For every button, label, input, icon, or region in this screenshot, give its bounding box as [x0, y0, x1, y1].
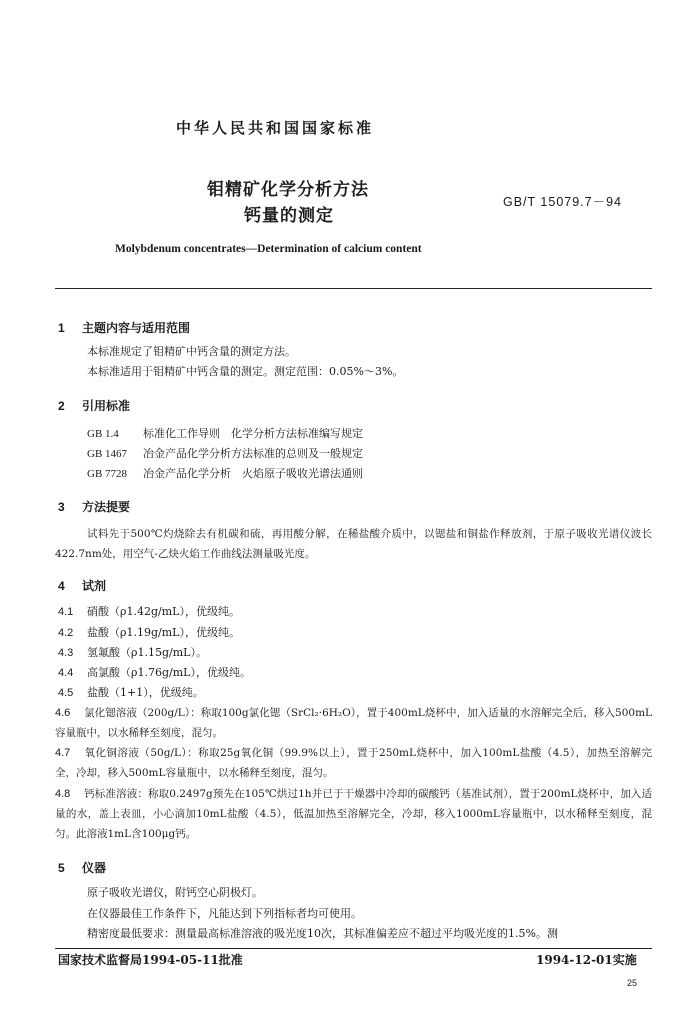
section-title: 仪器 — [82, 861, 107, 875]
section-5-line: 在仪器最佳工作条件下，凡能达到下列指标者均可使用。 — [87, 907, 362, 920]
top-divider — [55, 288, 652, 289]
section-2-heading — [58, 397, 130, 414]
section-4-heading — [58, 577, 106, 594]
reagent-number: 4.1 — [58, 606, 74, 618]
reagent-number: 4.3 — [58, 647, 74, 659]
reagent-text: 盐酸（1+1），优级纯。 — [87, 686, 204, 699]
reagent-number: 4.8 — [55, 788, 71, 800]
page-number: 25 — [627, 978, 638, 988]
section-number: 4 — [58, 579, 65, 593]
section-5-line: 精密度最低要求：测量最高标准溶液的吸光度10次，其标准偏差应不超过平均吸光度的1.5%。测 — [87, 927, 558, 940]
org-header: 中华人民共和国国家标准 — [176, 119, 375, 137]
reference-text: 冶金产品化学分析方法标准的总则及一般规定 — [143, 447, 363, 460]
reference-code: GB 7728 — [87, 468, 128, 480]
section-number: 3 — [58, 500, 65, 514]
section-1-line: 本标准适用于钼精矿中钙含量的测定。测定范围：0.05%～3%。 — [87, 365, 404, 378]
approval-date: 国家技术监督局1994-05-11批准 — [58, 953, 243, 967]
section-title: 引用标准 — [82, 399, 131, 413]
reagent-item — [55, 703, 652, 743]
reagent-number: 4.4 — [58, 667, 74, 679]
section-5-line: 原子吸收光谱仪，附钙空心阴极灯。 — [87, 886, 263, 899]
section-3-paragraph: 试料先于500℃灼烧除去有机碳和硫，再用酸分解，在稀盐酸介质中，以锶盐和铜盐作释放剂，于原子吸收光谱仪波长422.7nm处，用空气-乙炔火焰工作曲线法测量吸光度。 — [55, 528, 652, 560]
doc-title-line1: 钼精矿化学分析方法 — [207, 180, 369, 200]
reagent-item — [58, 664, 251, 682]
section-title: 试剂 — [82, 579, 107, 593]
section-1-line: 本标准规定了钼精矿中钙含量的测定方法。 — [87, 345, 296, 358]
bottom-divider — [55, 948, 652, 949]
section-title: 方法提要 — [82, 500, 131, 514]
reagent-item — [58, 684, 204, 702]
reagent-number: 4.5 — [58, 687, 74, 699]
reagent-text: 钙标准溶液：称取0.2497g预先在105℃烘过1h并已于干燥器中冷却的碳酸钙（基准试剂），置于200mL烧杯中，加入适量的水，盖上表皿，小心滴加10mL盐酸（4.5），低温加热至溶解完全，冷却，移入1000mL容量瓶中，以水稀释至刻度，混匀。此溶液1mL含100μg钙。 — [55, 788, 652, 840]
section-number: 1 — [58, 321, 65, 335]
reference-code: GB 1.4 — [87, 428, 119, 440]
reagent-text: 盐酸（ρ1.19g/mL），优级纯。 — [87, 626, 240, 639]
reference-item — [87, 425, 363, 443]
reference-item — [87, 445, 363, 463]
reagent-number: 4.6 — [55, 707, 71, 719]
reagent-number: 4.2 — [58, 627, 74, 639]
reagent-text: 氯化锶溶液（200g/L）：称取100g氯化锶（SrCl₂·6H₂O），置于400mL烧杯中，加入适量的水溶解完全后，移入500mL容量瓶中，以水稀释至刻度，混匀。 — [55, 707, 652, 739]
reagent-text: 氢氟酸（ρ1.15g/mL）。 — [87, 646, 207, 659]
reagent-number: 4.7 — [55, 747, 71, 759]
reagent-item — [55, 784, 652, 844]
reference-text: 冶金产品化学分析 火焰原子吸收光谱法通则 — [143, 467, 363, 480]
doc-title-line2: 钙量的测定 — [244, 206, 334, 226]
english-title: Molybdenum concentrates—Determination of calcium content — [115, 243, 422, 255]
reagent-item — [58, 624, 240, 642]
reagent-text: 氧化铜溶液（50g/L）：称取25g氧化铜（99.9%以上），置于250mL烧杯中，加入100mL盐酸（4.5），加热至溶解完全，冷却，移入500mL容量瓶中，以水稀释至刻度，混匀。 — [55, 747, 652, 779]
reagent-text: 硝酸（ρ1.42g/mL），优级纯。 — [87, 605, 240, 618]
section-number: 5 — [58, 861, 65, 875]
reagent-item — [55, 743, 652, 783]
section-1-heading — [58, 319, 190, 336]
section-title: 主题内容与适用范围 — [82, 321, 191, 335]
reference-item — [87, 465, 363, 483]
section-5-heading — [58, 859, 106, 876]
reagent-item — [58, 644, 207, 662]
section-number: 2 — [58, 399, 65, 413]
reference-code: GB 1467 — [87, 448, 128, 460]
implementation-date: 1994-12-01实施 — [536, 953, 637, 967]
reagent-item — [58, 603, 240, 621]
standard-code: GB/T 15079.7－94 — [503, 195, 623, 209]
reagent-text: 高氯酸（ρ1.76g/mL），优级纯。 — [87, 666, 251, 679]
reference-text: 标准化工作导则 化学分析方法标准编写规定 — [143, 427, 363, 440]
section-3-heading — [58, 498, 130, 515]
